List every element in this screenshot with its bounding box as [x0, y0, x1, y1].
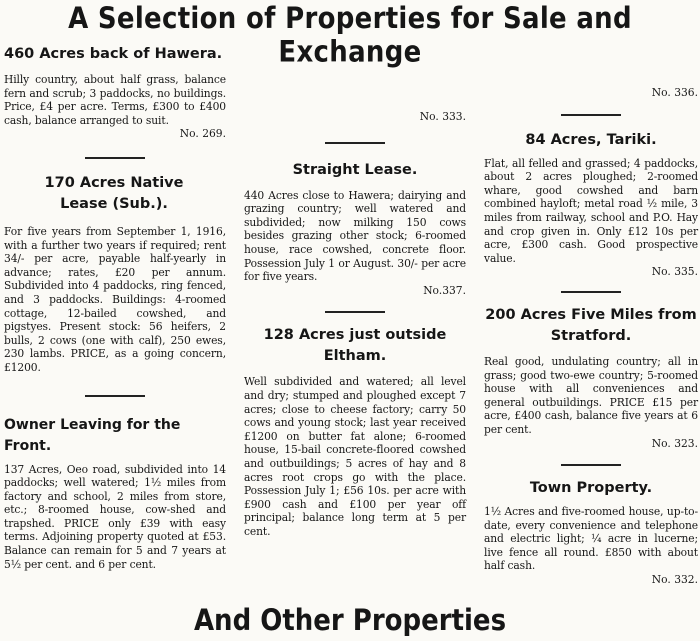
page-title: A Selection of Properties for Sale and Exchange [68, 2, 632, 70]
divider [561, 291, 621, 293]
listing-ref: No. 333. [419, 110, 466, 123]
divider [561, 464, 621, 466]
listing-title: 128 Acres just outside Eltham. [263, 327, 447, 365]
listing-title: 460 Acres back of Hawera. [4, 46, 223, 62]
listing-body: Real good, undulating country; all in grass; good two-ewe country; 5-roomed house with all conveniences and general outbuildings. PRICE £15 per acre, £400 cash, balance five years at 6 per cent. [484, 354, 698, 436]
column-1 [4, 44, 226, 571]
listing-ref: No.337. [423, 283, 466, 297]
listing-ref: No. 323. [651, 436, 698, 450]
divider [325, 311, 385, 313]
listing-ref: No. 269. [179, 127, 226, 141]
column-3 [484, 56, 698, 587]
listing-title: 84 Acres, Tariki. [525, 131, 657, 148]
listing-title: Straight Lease. [292, 161, 418, 178]
footer-heading: And Other Properties [193, 604, 507, 638]
column-2 [244, 50, 466, 538]
listing-ref: No. 336. [651, 86, 698, 99]
listing-title: Town Property. [529, 480, 653, 497]
divider [561, 114, 621, 116]
divider [325, 142, 385, 144]
listing-body: Well subdivided and watered; all level and dry; stumped and ploughed except 7 acres; close to cheese factory; carry 50 cows and young stock; last year received £1200 on butter fat alone; 6-roomed house, 15-bail concrete-floored cowshed and outbuildings; 5 acres of hay and 8 acres root crops go with the place. Possession July 1; £56 10s. per acre with £900 cash and £100 per year off principal; balance long term at 5 per cent. [244, 375, 466, 538]
listing-body: 137 Acres, Oeo road, subdivided into 14 paddocks; well watered; 1½ miles from factory and school, 2 miles from store, etc.; 8-roomed house, cow-shed and trapshed. PRICE only £39 with easy terms. Adjoining property quoted at £53. Balance can remain for 5 and 7 years at 5½ per cent. and 6 per cent. [4, 462, 226, 571]
divider [85, 395, 145, 397]
listing-title: Owner Leaving for the Front. [4, 416, 181, 454]
divider [85, 157, 145, 159]
listing-title: 170 Acres Native Lease (Sub.). [44, 174, 184, 212]
listing-ref: No. 335. [651, 265, 698, 279]
listing-body: Flat, all felled and grassed; 4 paddocks, about 2 acres ploughed; 2-roomed whare, good cowshed and barn combined hayloft; metal road ½ mile, 3 miles from railway, school and P.O. Hay and crop given in. Only £12 10s per acre, £300 cash. Good prospective value. [484, 156, 698, 265]
listing-body: Hilly country, about half grass, balance fern and scrub; 3 paddocks, no buildings. Price, £4 per acre. Terms, £300 to £400 cash, balance arranged to suit. [4, 73, 226, 127]
listing-ref: No. 332. [651, 573, 698, 587]
listing-body: 440 Acres close to Hawera; dairying and grazing country; well watered and subdivided; now milking 150 cows besides grazing other stock; 6-roomed house, race cowshed, concrete floor. Possession July 1 or August. 30/- per acre for five years. [244, 188, 466, 284]
listing-body: 1½ Acres and five-roomed house, up-to-date, every convenience and telephone and electric light; ¼ acre in lucerne; live fence all round. £850 with about half cash. [484, 505, 698, 573]
listing-title: 200 Acres Five Miles from Stratford. [485, 306, 697, 344]
listing-body: For five years from September 1, 1916, with a further two years if required; rent 34/- per acre, payable half-yearly in advance; rates, £20 per annum. Subdivided into 4 paddocks, ring fenced, and 3 paddocks. Buildings: 4-roomed cottage, 12-bailed cowshed, and pigstyes. Present stock: 56 heifers, 2 bulls, 2 cows (one with calf), 250 ewes, 230 lambs. PRICE, as a going concern, £1200. [4, 224, 226, 374]
